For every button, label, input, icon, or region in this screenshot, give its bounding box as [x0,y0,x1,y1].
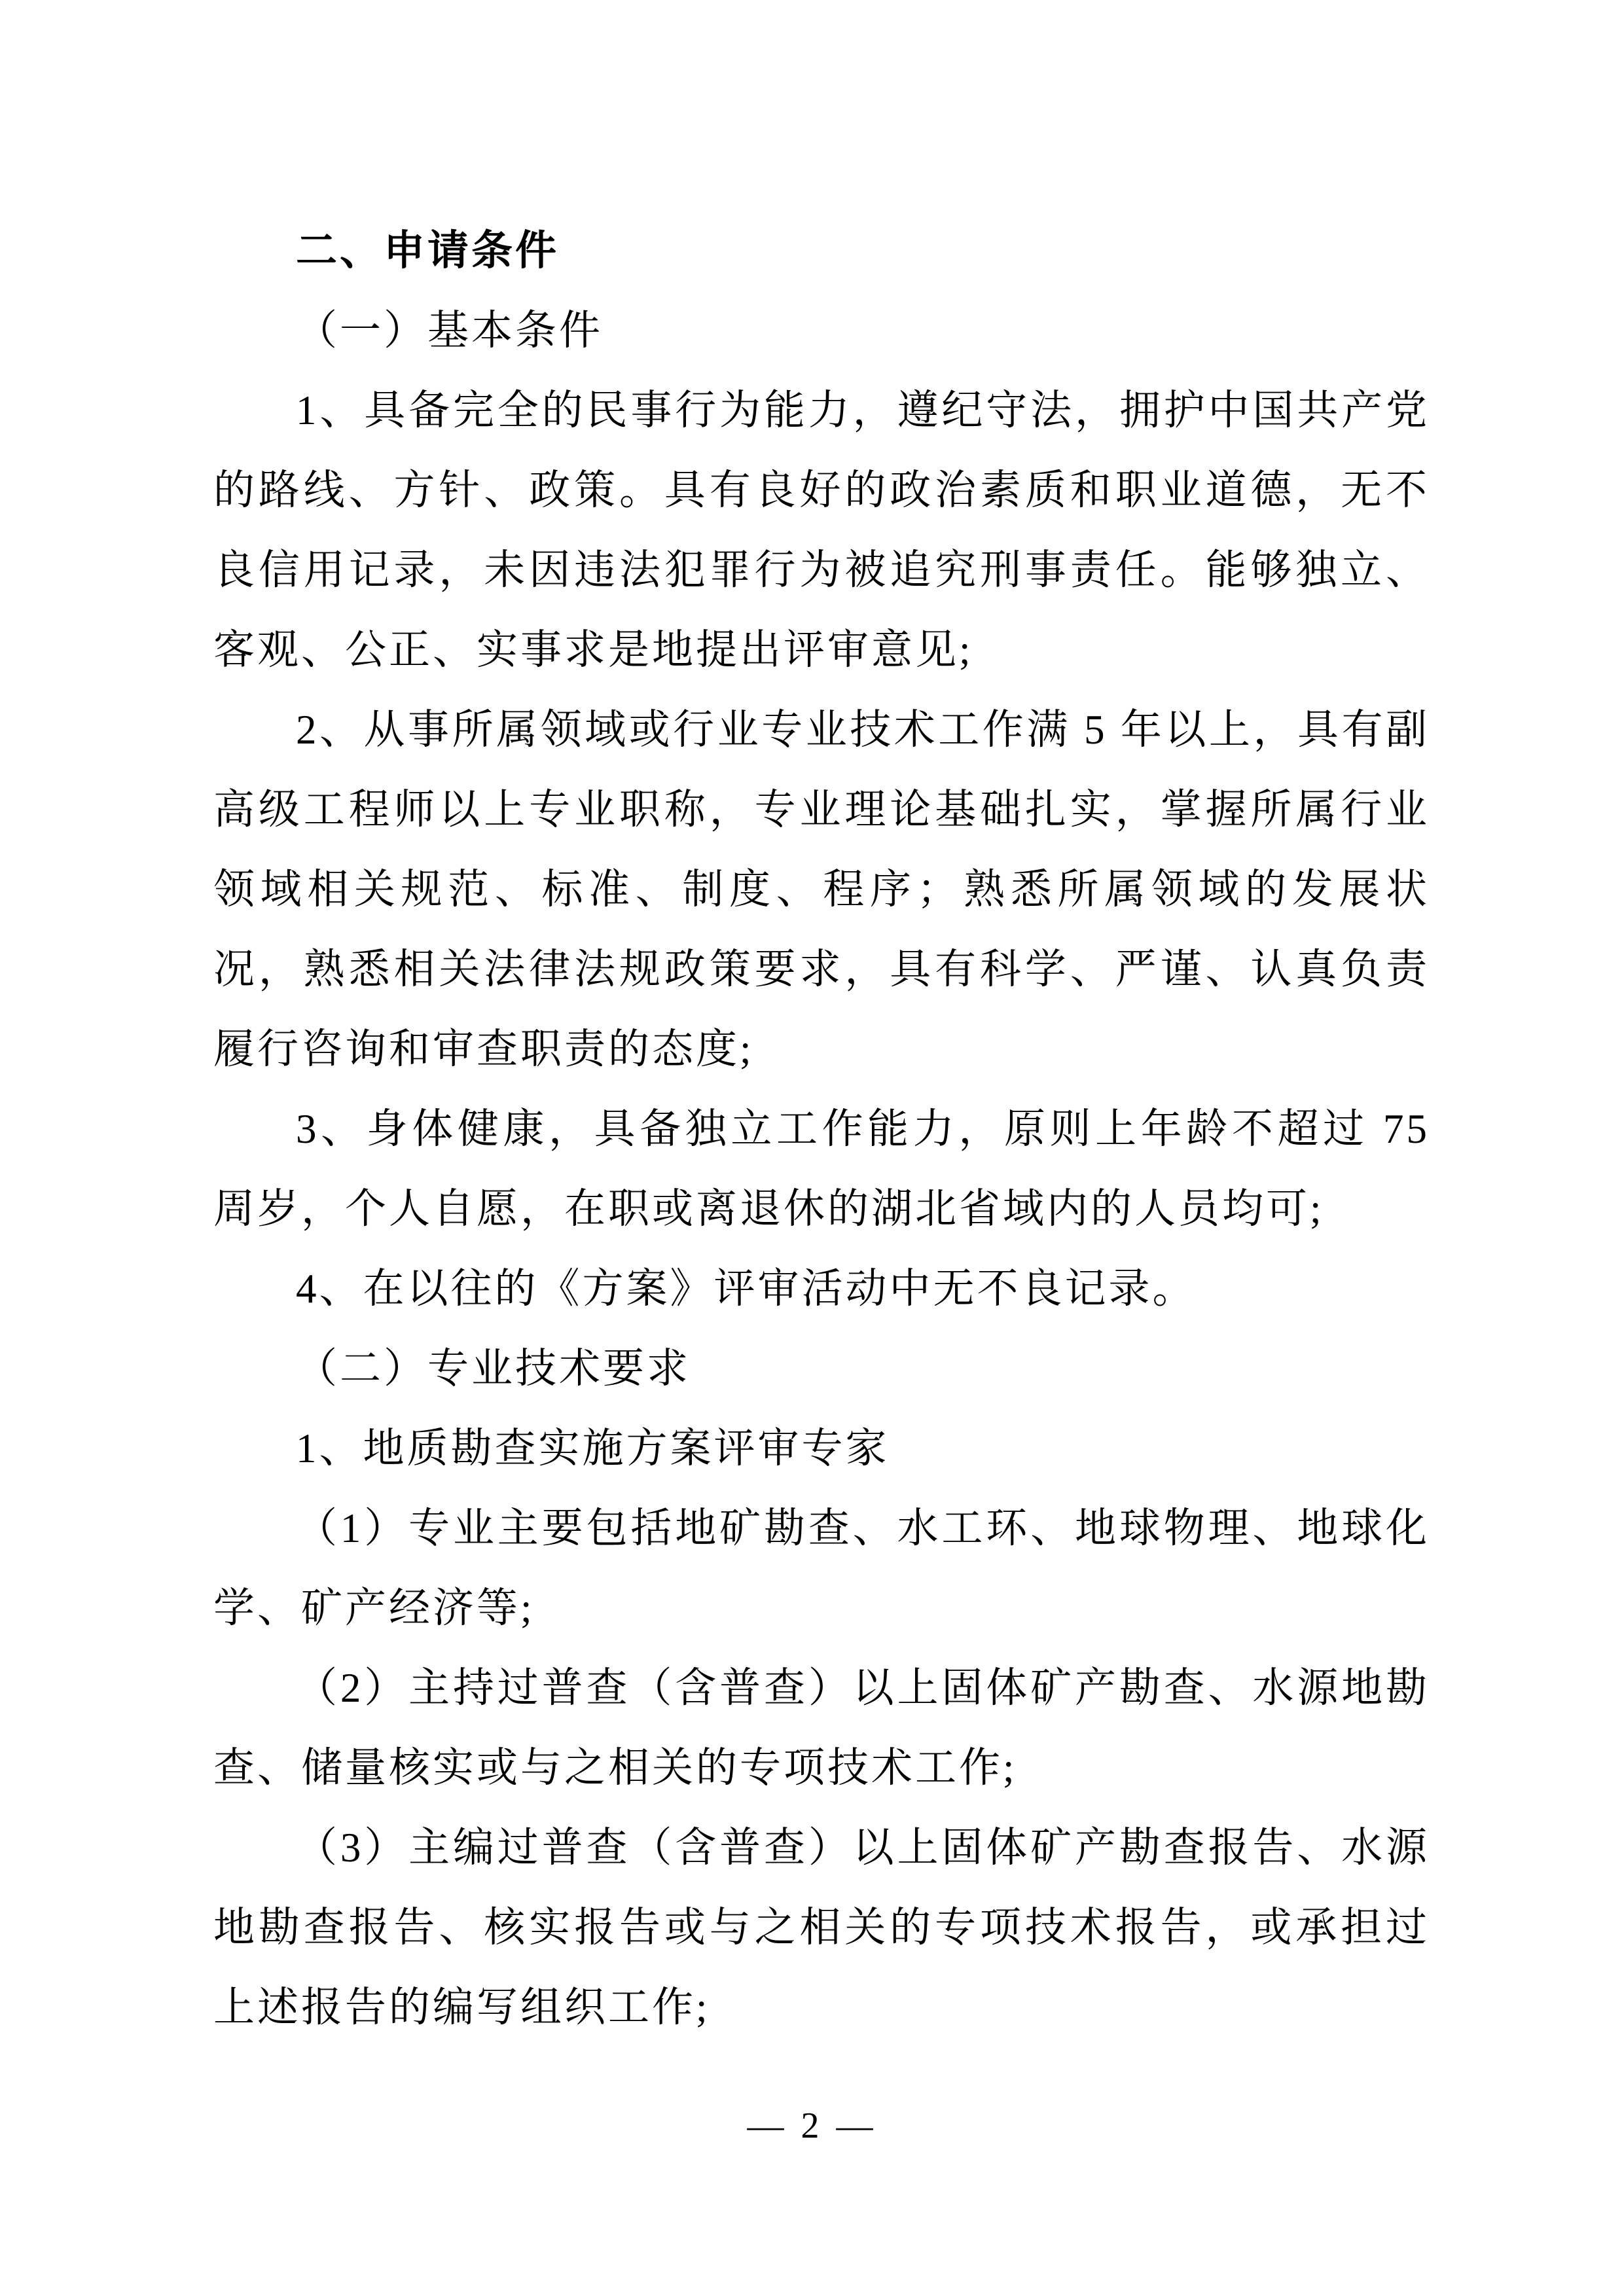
paragraph: 2、从事所属领域或行业专业技术工作满 5 年以上，具有副高级工程师以上专业职称，专业理论基础扎实，掌握所属行业领域相关规范、标准、制度、程序；熟悉所属领域的发展状况，熟悉相关法律法规政策要求，具有科学、严谨、认真负责履行咨询和审查职责的态度; [213,707,1430,1072]
paragraph: 4、在以往的《方案》评审活动中无不良记录。 [296,1266,1197,1312]
subsection-heading: （一）基本条件 [296,308,603,353]
section-heading: 二、申请条件 [296,228,559,274]
paragraph: （1）专业主要包括地矿勘查、水工环、地球物理、地球化学、矿产经济等; [213,1505,1430,1631]
paragraph: （3）主编过普查（含普查）以上固体矿产勘查报告、水源地勘查报告、核实报告或与之相关的专项技术报告，或承担过上述报告的编写组织工作; [213,1825,1430,2030]
paragraph: 1、地质勘查实施方案评审专家 [296,1426,890,1471]
page-number: — 2 — [747,2106,877,2146]
page-footer [0,2100,1624,2152]
paragraph: 1、具备完全的民事行为能力，遵纪守法，拥护中国共产党的路线、方针、政策。具有良好的政治素质和职业道德，无不良信用记录，未因违法犯罪行为被追究刑事责任。能够独立、客观、公正、实事求是地提出评审意见; [213,387,1430,673]
subsection-heading: （二）专业技术要求 [296,1346,691,1391]
paragraph: 3、身体健康，具备独立工作能力，原则上年龄不超过 75 周岁，个人自愿，在职或离退休的湖北省域内的人员均可; [213,1106,1430,1232]
paragraph: （2）主持过普查（含普查）以上固体矿产勘查、水源地勘查、储量核实或与之相关的专项技术工作; [213,1665,1430,1791]
document-body [213,211,1430,2047]
